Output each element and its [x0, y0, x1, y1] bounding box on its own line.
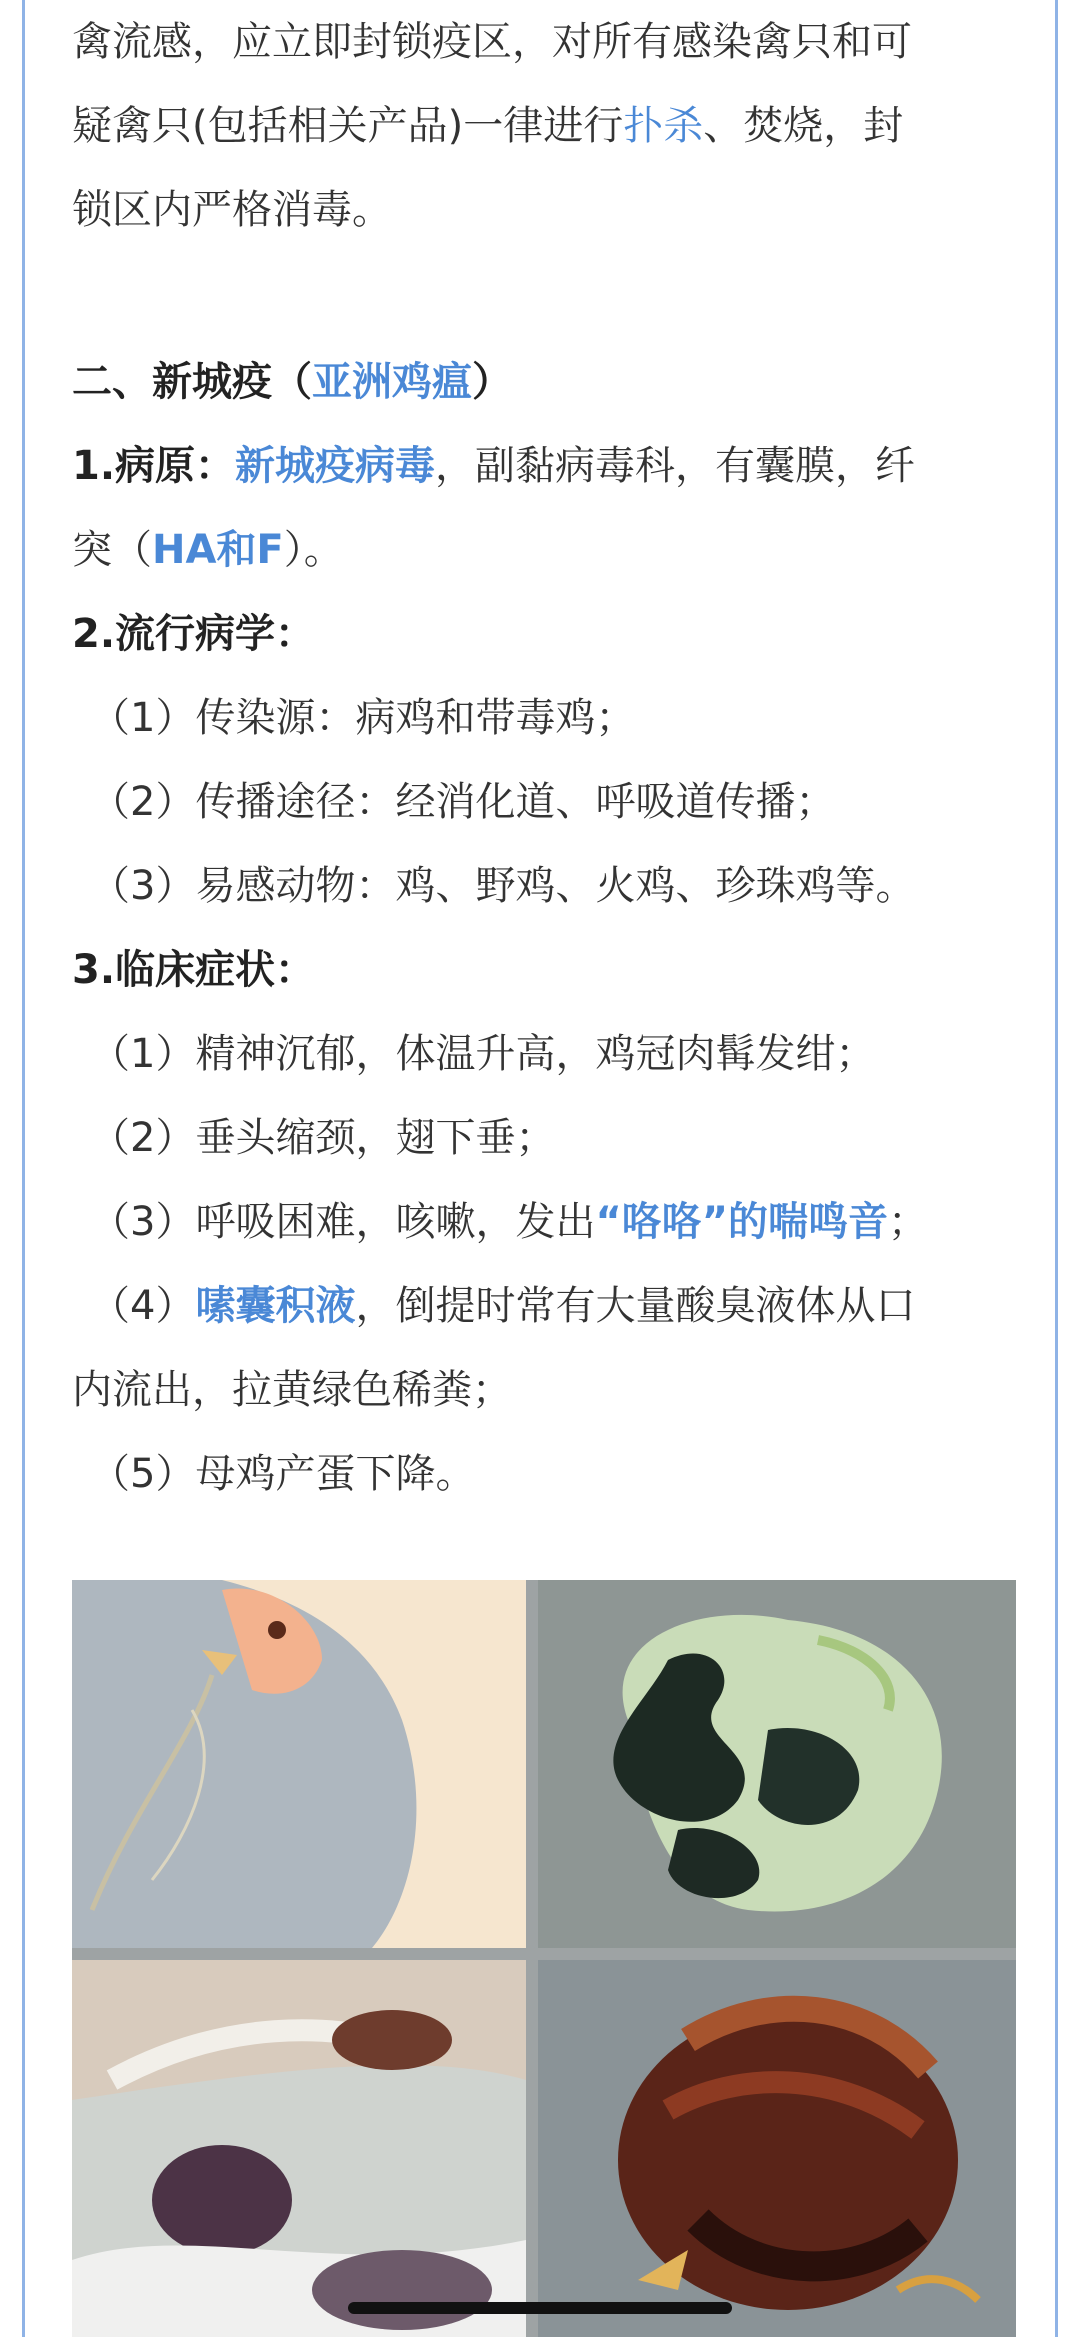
symptom-3-pre: （3）呼吸困难，咳嗽，发出 — [90, 1199, 596, 1245]
symptom-item-1: （1）精神沉郁，体温升高，鸡冠肉髯发绀； — [90, 1031, 876, 1077]
symptom-item-5: （5）母鸡产蛋下降。 — [90, 1451, 476, 1497]
home-indicator[interactable] — [348, 2302, 732, 2314]
spacer — [72, 252, 1022, 340]
section-title — [72, 340, 1022, 424]
symptom-item-4-cont: 内流出，拉黄绿色稀粪； — [72, 1367, 512, 1413]
link-wheezing[interactable]: “咯咯”的喘鸣音 — [595, 1199, 889, 1245]
symptom-image-collage[interactable] — [72, 1580, 1016, 2337]
intro-line-2 — [72, 84, 1022, 168]
section-title-pre: 二、新城疫（ — [72, 359, 312, 405]
symptom-item-2: （2）垂头缩颈，翅下垂； — [90, 1115, 556, 1161]
link-ndv[interactable]: 新城疫病毒 — [235, 443, 436, 489]
symptom-4-post: ，倒提时常有大量酸臭液体从口 — [355, 1283, 916, 1329]
frame-left-border — [22, 0, 25, 2337]
symptom-item-3 — [72, 1180, 1022, 1264]
symptom-item-4 — [72, 1264, 1022, 1348]
intro-line-3 — [72, 168, 1022, 252]
pathogen-text-1: ，副黏病毒科，有囊膜，纤 — [435, 443, 916, 489]
intro-text-2b: 、焚烧，封 — [703, 103, 904, 149]
pathogen-line-1 — [72, 424, 1022, 508]
epidemiology-item: （1）传染源：病鸡和带毒鸡； — [90, 695, 636, 741]
intro-line-1 — [72, 0, 1022, 84]
intro-text-2: 疑禽只(包括相关产品)一律进行 — [72, 103, 624, 149]
intro-text-3: 锁区内严格消毒。 — [72, 187, 392, 233]
image-crop-lesion — [72, 1960, 526, 2337]
frame-right-border — [1055, 0, 1058, 2337]
link-culling[interactable]: 扑杀 — [623, 103, 704, 149]
article-content — [72, 0, 1022, 1516]
image-chicken-head-discharge — [72, 1580, 526, 1948]
intro-text-1: 禽流感，应立即封锁疫区，对所有感染禽只和可 — [72, 19, 912, 65]
symptom-3-post: ； — [888, 1199, 929, 1245]
pathogen-text-2-pre: 突（ — [72, 527, 152, 573]
link-asian-chicken-plague[interactable]: 亚洲鸡瘟 — [312, 359, 472, 405]
epidemiology-label: 2.流行病学： — [72, 611, 316, 657]
image-sick-chicken — [538, 1960, 1016, 2337]
pathogen-line-2 — [72, 508, 1022, 592]
epidemiology-item: （3）易感动物：鸡、野鸡、火鸡、珍珠鸡等。 — [90, 863, 916, 909]
pathogen-text-2-post: ）。 — [283, 527, 344, 573]
image-green-feces — [538, 1580, 1016, 1948]
symptoms-label: 3.临床症状： — [72, 947, 316, 993]
pathogen-label: 1.病原： — [72, 443, 236, 489]
link-crop-fluid[interactable]: 嗉囊积液 — [195, 1283, 356, 1329]
epidemiology-item: （2）传播途径：经消化道、呼吸道传播； — [90, 779, 836, 825]
section-title-post: ） — [472, 359, 512, 405]
link-ha-f[interactable]: HA和F — [152, 527, 284, 573]
symptom-4-pre: （4） — [90, 1283, 196, 1329]
